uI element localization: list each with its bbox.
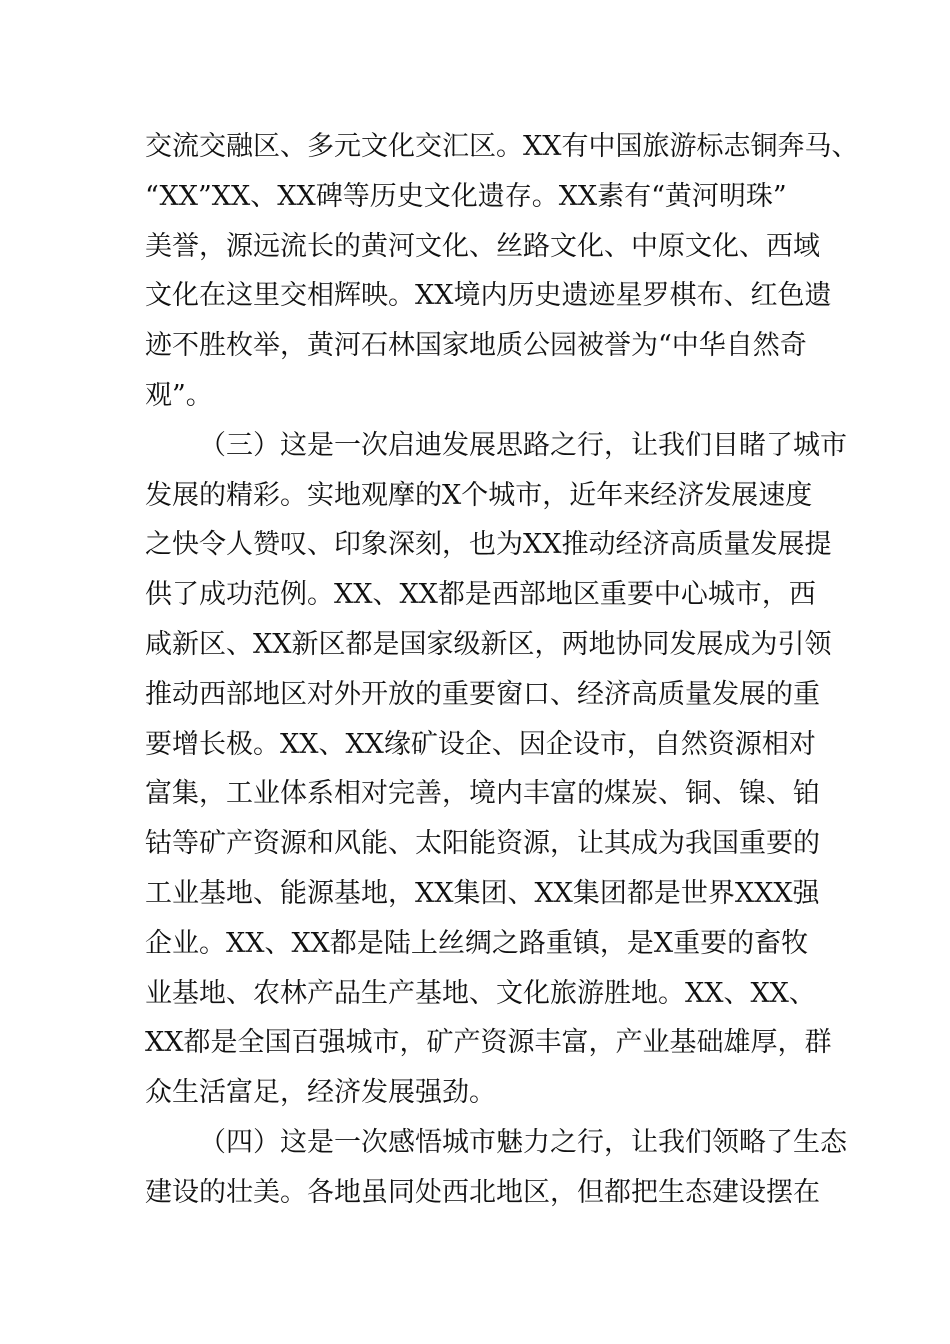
text-line: 工业基地、能源基地，XX集团、XX集团都是世界XXX强 bbox=[145, 877, 820, 909]
text-line: “XX”XX、XX碑等历史文化遗存。XX素有“黄河明珠” bbox=[145, 180, 787, 212]
paragraph-4-start: （四）这是一次感悟城市魅力之行，让我们领略了生态 bbox=[199, 1126, 847, 1158]
text-line: 交流交融区、多元文化交汇区。XX有中国旅游标志铜奔马、 bbox=[145, 131, 859, 162]
text-line: 众生活富足，经济发展强劲。 bbox=[145, 1077, 496, 1109]
text-line: 观”。 bbox=[145, 379, 213, 411]
text-line: 要增长极。XX、XX缘矿设企、因企设市，自然资源相对 bbox=[145, 728, 816, 760]
text-line: 咸新区、XX新区都是国家级新区，两地协同发展成为引领 bbox=[145, 628, 832, 660]
text-line: 迹不胜枚举，黄河石林国家地质公园被誉为“中华自然奇 bbox=[145, 330, 807, 362]
text-line: 建设的壮美。各地虽同处西北地区，但都把生态建设摆在 bbox=[145, 1176, 820, 1208]
text-line: 之快令人赞叹、印象深刻，也为XX推动经济高质量发展提 bbox=[145, 529, 832, 561]
text-line: XX都是全国百强城市，矿产资源丰富，产业基础雄厚，群 bbox=[145, 1027, 832, 1059]
text-line: 钴等矿产资源和风能、太阳能资源，让其成为我国重要的 bbox=[145, 828, 820, 860]
text-line: 文化在这里交相辉映。XX境内历史遗迹星罗棋布、红色遗 bbox=[145, 280, 832, 312]
text-line: 供了成功范例。XX、XX都是西部地区重要中心城市，西 bbox=[145, 579, 816, 611]
text-line: 富集，工业体系相对完善，境内丰富的煤炭、铜、镍、铂 bbox=[145, 778, 820, 810]
text-line: 推动西部地区对外开放的重要窗口、经济高质量发展的重 bbox=[145, 678, 820, 710]
text-line: 业基地、农林产品生产基地、文化旅游胜地。XX、XX、 bbox=[145, 977, 816, 1009]
paragraph-3-start: （三）这是一次启迪发展思路之行，让我们目睹了城市 bbox=[199, 429, 847, 461]
text-line: 企业。XX、XX都是陆上丝绸之路重镇，是X重要的畜牧 bbox=[145, 927, 809, 959]
text-line: 美誉，源远流长的黄河文化、丝路文化、中原文化、西域 bbox=[145, 230, 820, 262]
text-line: 发展的精彩。实地观摩的X个城市，近年来经济发展速度 bbox=[145, 479, 813, 511]
body-text bbox=[145, 122, 859, 1218]
